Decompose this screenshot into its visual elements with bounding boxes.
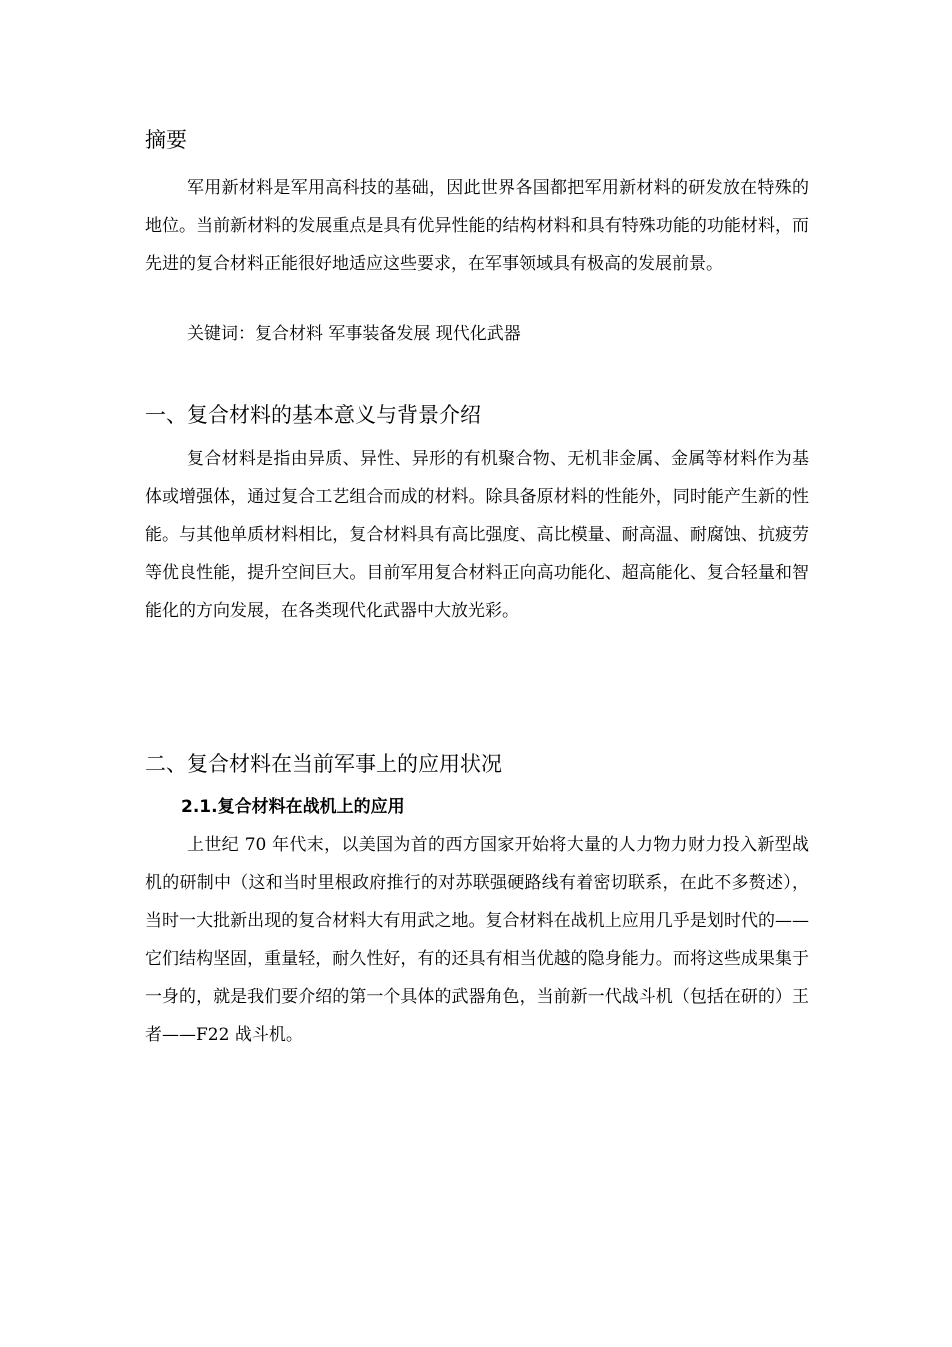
section1-body: 复合材料是指由异质、异性、异形的有机聚合物、无机非金属、金属等材料作为基体或增强体，通过复合工艺组合而成的材料。除具备原材料的性能外，同时能产生新的性能。与其他单质材料相比，复合材料具有高比强度、高比模量、耐高温、耐腐蚀、抗疲劳等优良性能，提升空间巨大。目前军用复合材料正向高功能化、超高能化、复合轻量和智能化的方向发展，在各类现代化武器中大放光彩。 xyxy=(145,449,809,621)
abstract-heading: 摘要 xyxy=(145,128,187,152)
document-page xyxy=(145,0,809,1347)
section1-heading: 一、复合材料的基本意义与背景介绍 xyxy=(145,403,481,427)
section2-heading: 二、复合材料在当前军事上的应用状况 xyxy=(145,752,502,776)
subsection-2-1-heading: 2.1.复合材料在战机上的应用 xyxy=(181,797,405,817)
abstract-body: 军用新材料是军用高科技的基础，因此世界各国都把军用新材料的研发放在特殊的地位。当前新材料的发展重点是具有优异性能的结构材料和具有特殊功能的功能材料，而先进的复合材料正能很好地适应这些要求，在军事领域具有极高的发展前景。 xyxy=(145,178,809,274)
keywords-line: 关键词：复合材料 军事装备发展 现代化武器 xyxy=(187,324,521,344)
subsection-2-1-body: 上世纪 70 年代末，以美国为首的西方国家开始将大量的人力物力财力投入新型战机的研制中（这和当时里根政府推行的对苏联强硬路线有着密切联系，在此不多赘述），当时一大批新出现的复合材料大有用武之地。复合材料在战机上应用几乎是划时代的——它们结构坚固，重量轻，耐久性好，有的还具有相当优越的隐身能力。而将这些成果集于一身的，就是我们要介绍的第一个具体的武器角色，当前新一代战斗机（包括在研的）王者——F22 战斗机。 xyxy=(145,835,809,1045)
